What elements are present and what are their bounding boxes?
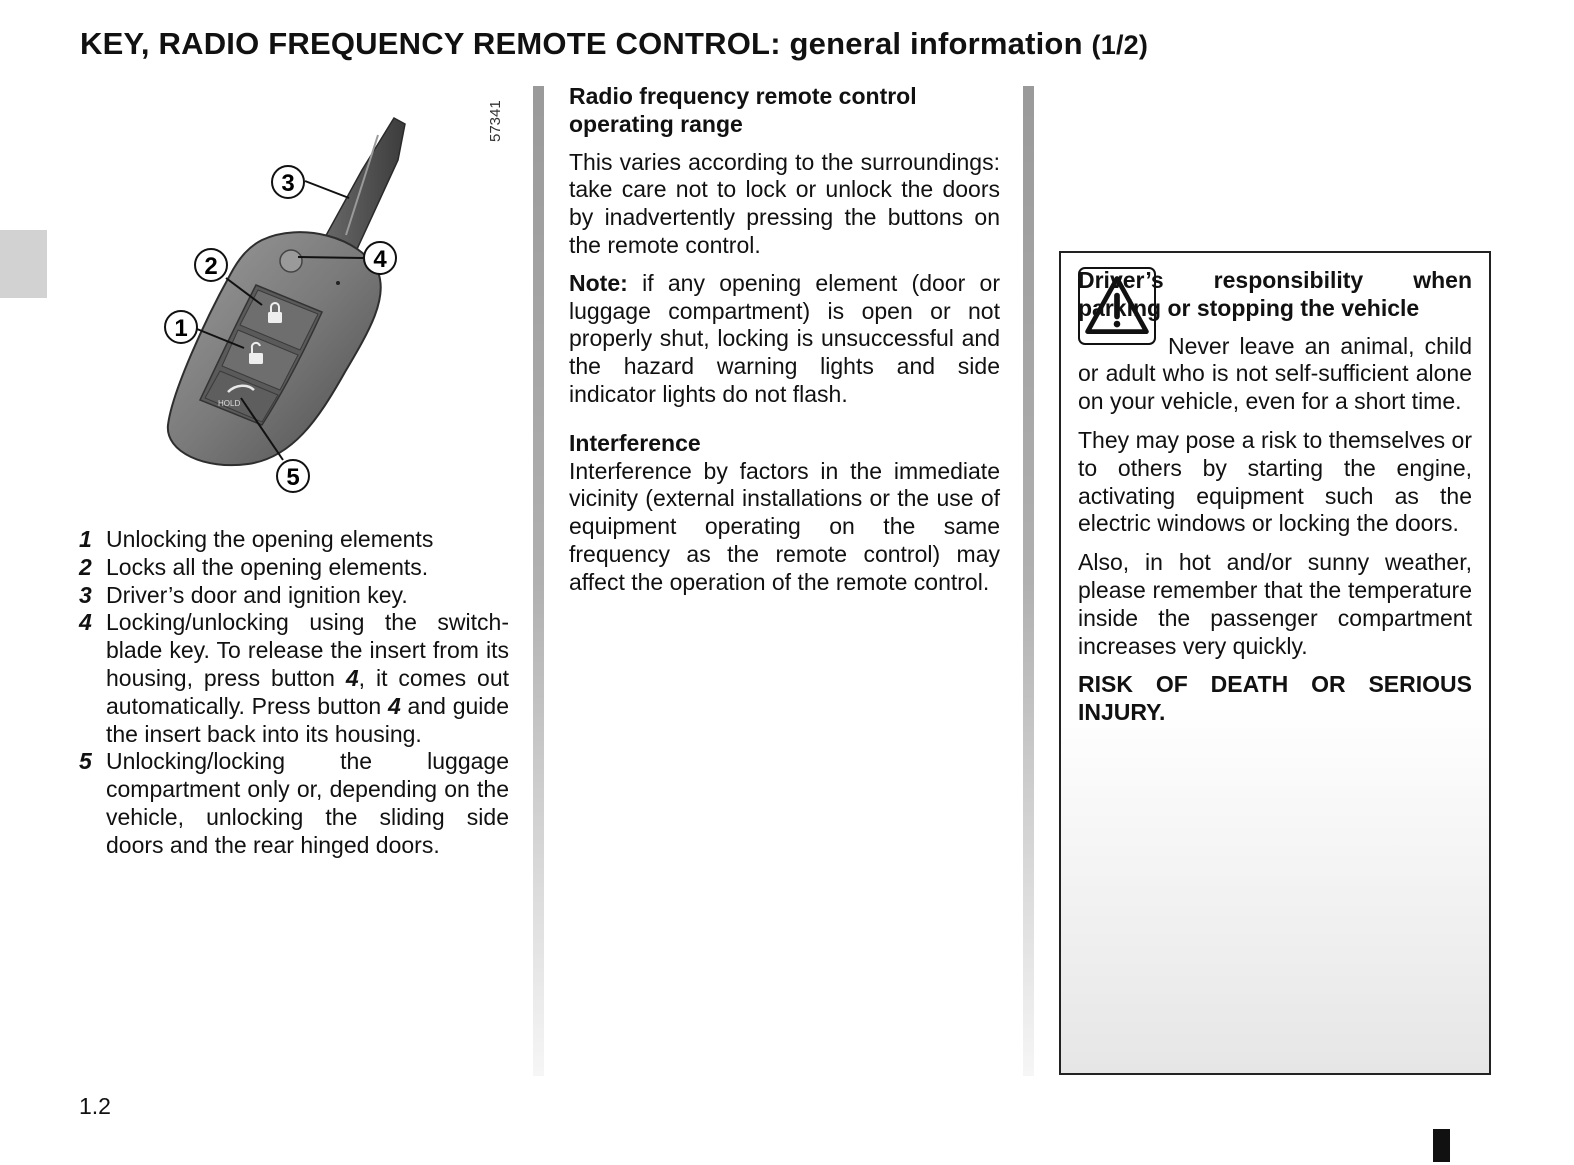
interference-text: Interference by factors in the immediate vicinity (external installations or the use of equipment operating on the same frequency as the remote control) may affect the operation of the remote control.	[569, 457, 1000, 595]
legend-list	[79, 526, 509, 860]
button-ref: 4	[345, 664, 359, 691]
middle-column	[569, 83, 1000, 597]
note-text: if any opening element (door or luggage compartment) is open or not properly shut, locking is unsuccessful and the hazard warning lights and side indicator lights do not flash.	[569, 269, 1000, 407]
legend-number: 3	[79, 581, 92, 608]
note-paragraph	[569, 270, 1000, 409]
legend-item	[79, 554, 509, 582]
range-text: This varies according to the surroundings: take care not to lock or unlock the doors by inadvertently pressing the buttons on the remote control.	[569, 148, 1000, 258]
legend-text: Unlocking/locking the luggage compartment only or, depending on the vehicle, unlocking the sliding side doors and the rear hinged doors.	[106, 748, 509, 858]
column-divider-left	[533, 86, 544, 1076]
legend-item	[79, 609, 509, 748]
interference-heading: Interference	[569, 429, 701, 456]
legend-number: 4	[79, 609, 92, 636]
release-button	[280, 250, 302, 272]
warning-heading: Driver’s responsibility when parking or stopping the vehicle	[1078, 267, 1472, 321]
legend-item	[79, 582, 509, 610]
note-label: Note:	[569, 269, 628, 296]
legend-number: 5	[79, 748, 92, 775]
range-heading: Radio frequency remote control operating range	[569, 83, 917, 137]
callout-5	[277, 460, 309, 492]
warning-box	[1059, 251, 1491, 1075]
legend-text: Unlocking the opening elements	[106, 526, 434, 552]
warning-paragraph-3: Also, in hot and/or sunny weather, please remember that the temperature inside the passenger compartment increases very quickly.	[1078, 549, 1472, 659]
legend-item	[79, 526, 509, 554]
key-fob-illustration	[150, 90, 520, 500]
lock-icon	[268, 312, 282, 323]
svg-text:3: 3	[281, 170, 295, 197]
legend-text: Locks all the opening elements.	[106, 553, 429, 580]
legend-text: Locking/unlocking using the switch-blade key. To release the insert from its housing, press button 4, it comes out automatically. Press button 4 and guide the insert back into its housing.	[106, 609, 509, 747]
svg-text:1: 1	[174, 315, 188, 342]
warning-paragraph-2: They may pose a risk to themselves or to others by starting the engine, activating equipment such as the electric windows or locking the doors.	[1078, 426, 1472, 537]
callout-2	[195, 249, 227, 281]
section-tab	[0, 230, 47, 298]
warning-paragraph-1: Never leave an animal, child or adult who is not self-sufficient alone on your vehicle, even for a short time.	[1078, 332, 1472, 415]
title-part: (1/2)	[1091, 30, 1149, 60]
legend-text: Driver’s door and ignition key.	[106, 581, 408, 608]
page-number: 1.2	[79, 1093, 111, 1119]
callout-4	[364, 242, 396, 274]
svg-text:4: 4	[373, 246, 387, 273]
button-ref: 4	[387, 692, 401, 719]
title-main: KEY, RADIO FREQUENCY REMOTE CONTROL: general information	[80, 26, 1083, 61]
callout-1	[165, 311, 197, 343]
warning-triangle-icon	[1078, 267, 1156, 345]
legend-number: 2	[79, 553, 92, 580]
warning-risk: RISK OF DEATH OR SERIOUS INJURY.	[1078, 671, 1472, 726]
callout-3	[272, 166, 304, 198]
page-title	[80, 26, 1148, 62]
hold-label: HOLD	[218, 399, 241, 408]
legend-item	[79, 748, 509, 859]
column-divider-right	[1023, 86, 1034, 1076]
legend-number: 1	[79, 526, 92, 552]
unlock-icon	[249, 353, 263, 364]
corner-mark	[1433, 1129, 1450, 1162]
svg-text:5: 5	[286, 464, 300, 491]
figure-ref-number: 57341	[487, 100, 504, 142]
svg-text:2: 2	[204, 253, 218, 280]
